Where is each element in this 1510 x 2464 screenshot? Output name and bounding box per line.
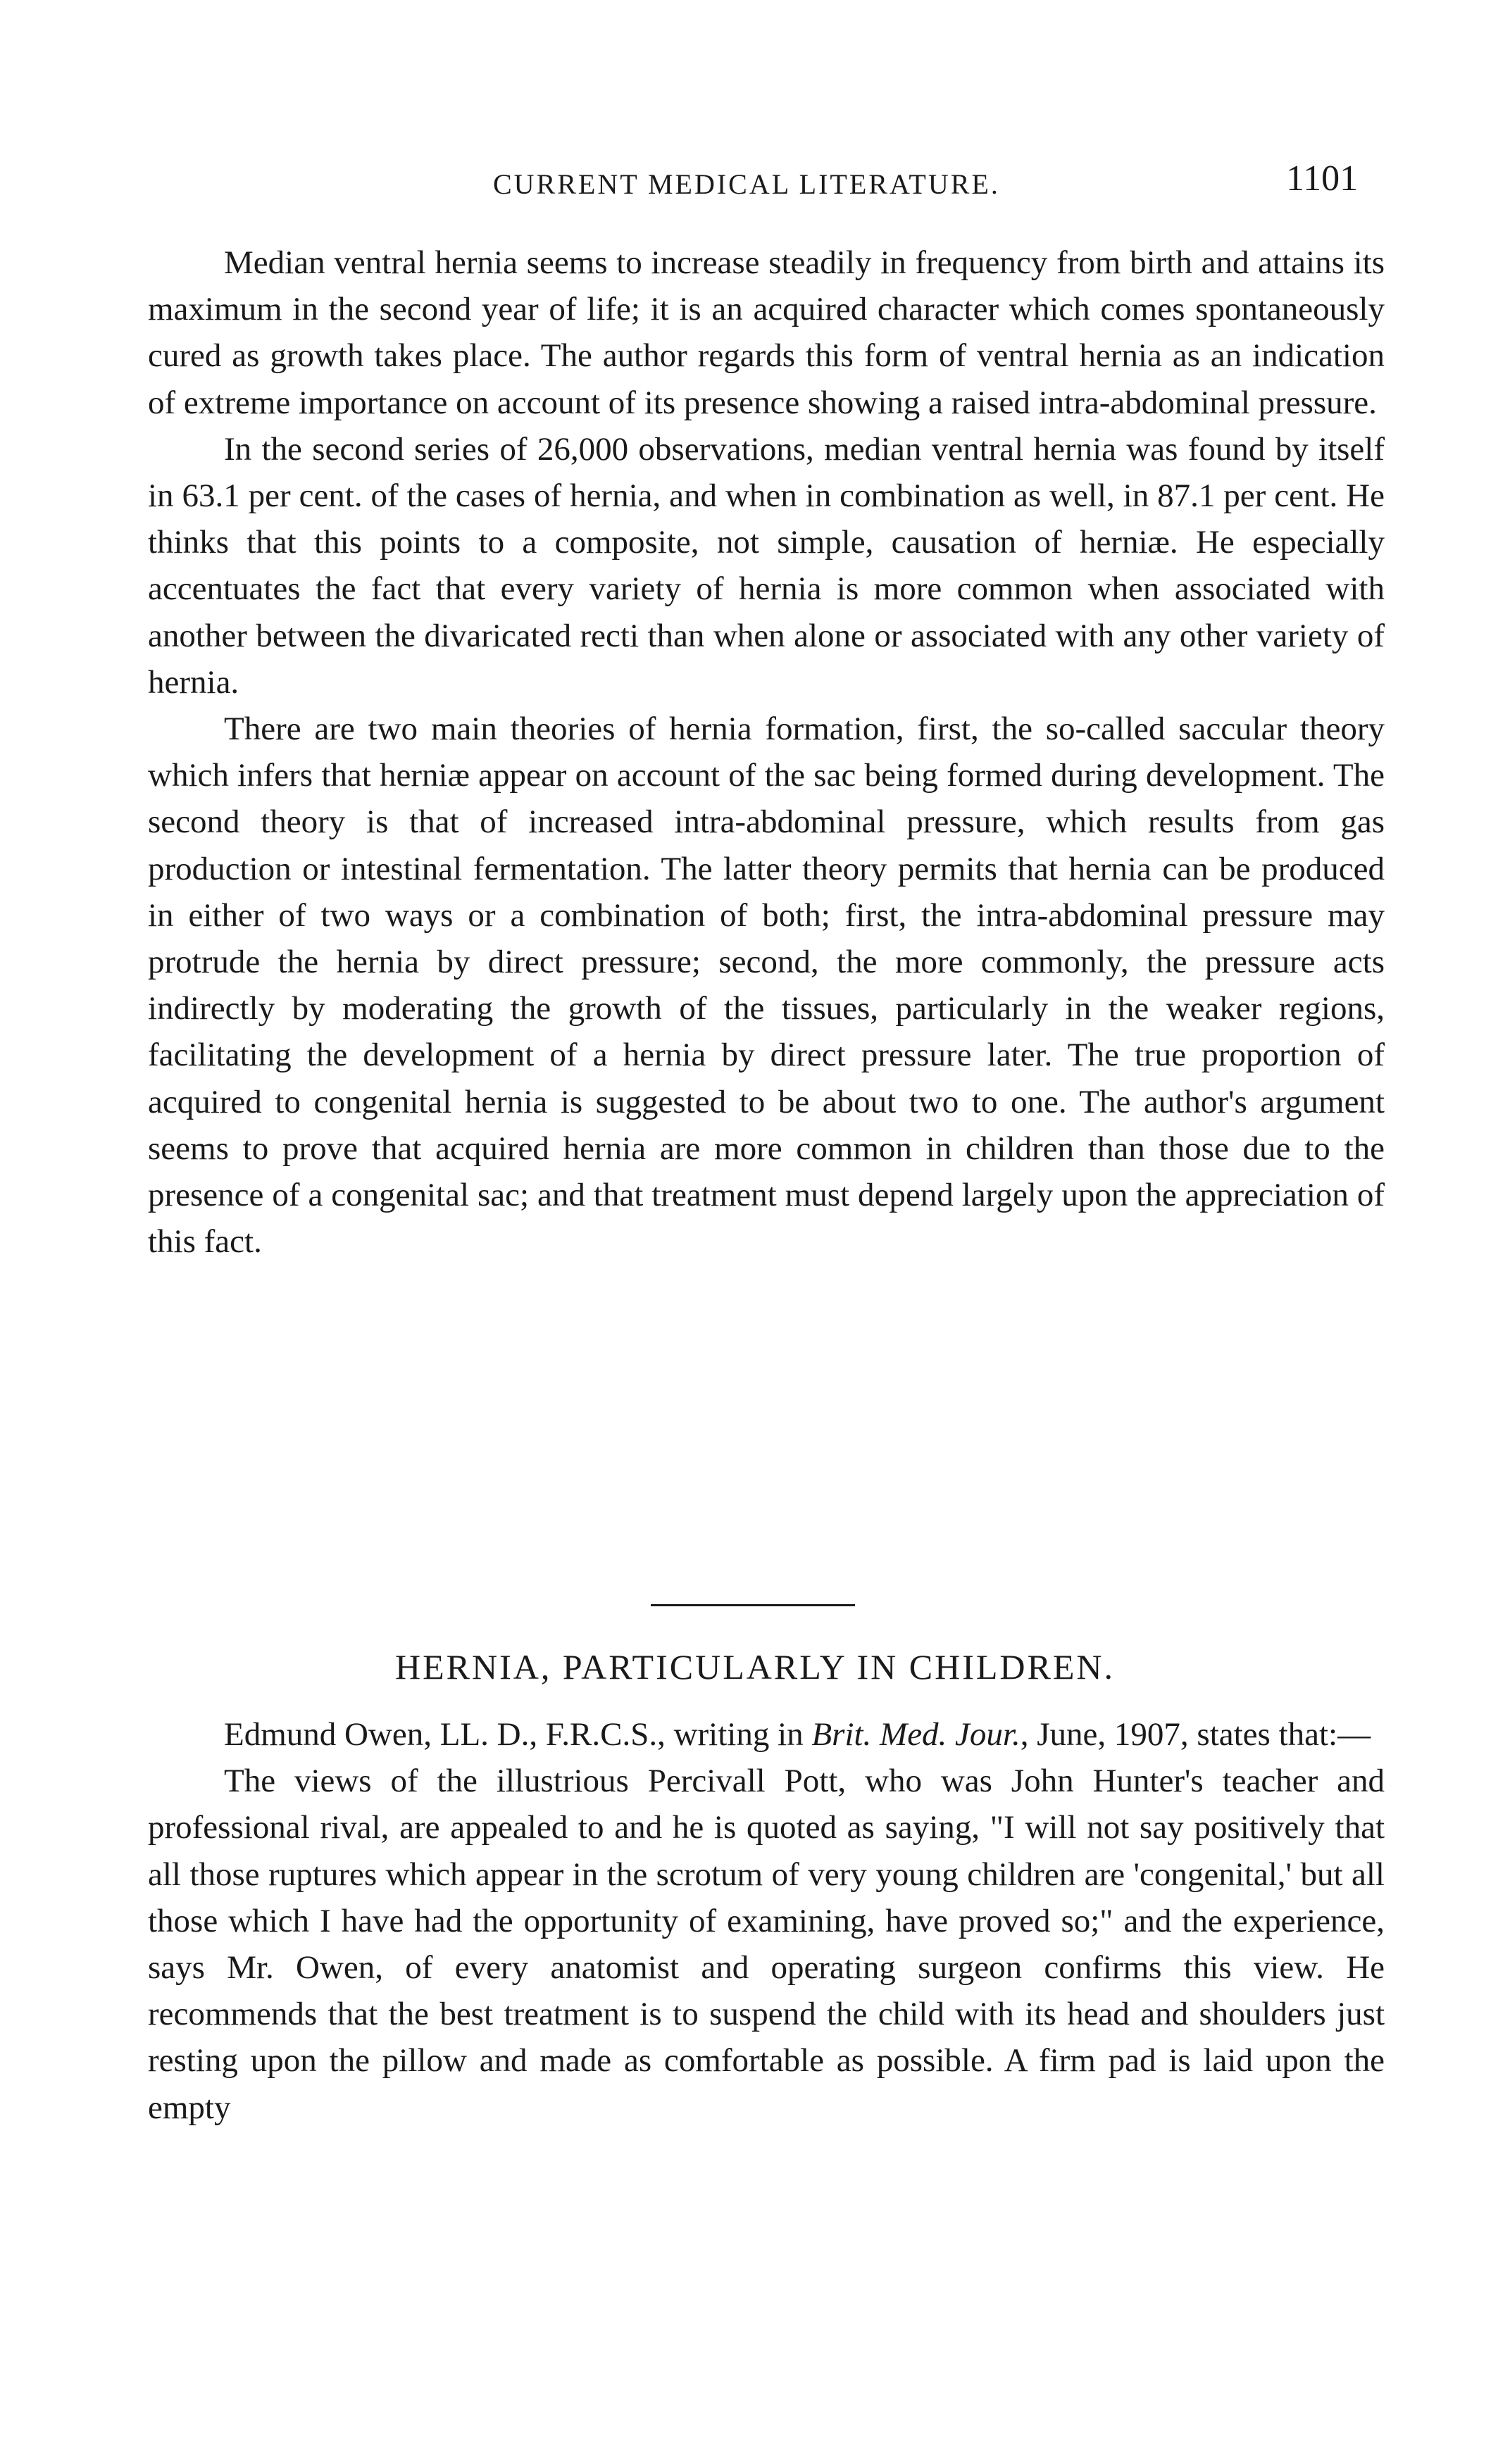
intro-text-before: Edmund Owen, LL. D., F.R.C.S., writing in [224, 1716, 812, 1753]
page-number: 1101 [1286, 158, 1359, 199]
article-body-1 [148, 239, 1385, 1265]
running-title: CURRENT MEDICAL LITERATURE. [493, 168, 1000, 200]
paragraph-theories: There are two main theories of hernia formation, first, the so-called saccular theory which infers that herniæ appear on account of the sac being formed during development. The second theory is that of increased intra-abdominal pressure, which results from gas production or intestinal fermentation. The latter theory permits that hernia can be produced in either of two ways or a combination of both; first, the intra-abdominal pressure may protrude the hernia by direct pressure; second, the more commonly, the pressure acts indirectly by moderating the growth of the tissues, particularly in the weaker regions, facilitating the development of a hernia by direct pressure later. The true proportion of acquired to congenital hernia is suggested to be about two to one. The author's argument seems to prove that acquired hernia are more common in children than those due to the presence of a congenital sac; and that treatment must depend largely upon the appreciation of this fact. [148, 711, 1385, 1261]
paragraph-median-ventral-hernia: Median ventral hernia seems to increase steadily in frequency from birth and attains its maximum in the second year of life; it is an acquired character which comes spontaneously cured as growth takes place. The author regards this form of ventral hernia as an indication of extreme importance on account of its presence showing a raised intra-abdominal pressure. [148, 244, 1385, 421]
running-head [0, 158, 1510, 210]
paragraph-intro [148, 1711, 1385, 1758]
intro-text-after: , June, 1907, states that:— [1020, 1716, 1371, 1753]
paragraph-second-series: In the second series of 26,000 observations, median ventral hernia was found by itself in 63.1 per cent. of the cases of hernia, and when in combination as well, in 87.1 per cent. He thinks that this points to a composite, not simple, causation of herniæ. He especially accentuates the fact that every variety of hernia is more common when associated with another between the divaricated recti than when alone or associated with any other variety of hernia. [148, 430, 1385, 701]
paragraph-pott-views: The views of the illustrious Percivall Pott, who was John Hunter's teacher and professional rival, are appealed to and he is quoted as saying, "I will not say positively that all those ruptures which appear in the scrotum of very young children are 'congenital,' but all those which I have had the opportunity of examining, have proved so;" and the experience, says Mr. Owen, of every anatomist and operating surgeon confirms this view. He recommends that the best treatment is to suspend the child with its head and shoulders just resting upon the pillow and made as comfortable as possible. A firm pad is laid upon the empty [148, 1763, 1385, 2126]
journal-title: Brit. Med. Jour. [811, 1716, 1021, 1753]
section-heading: HERNIA, PARTICULARLY IN CHILDREN. [395, 1647, 1115, 1687]
article-body-2 [148, 1711, 1385, 2131]
section-divider [651, 1604, 855, 1606]
